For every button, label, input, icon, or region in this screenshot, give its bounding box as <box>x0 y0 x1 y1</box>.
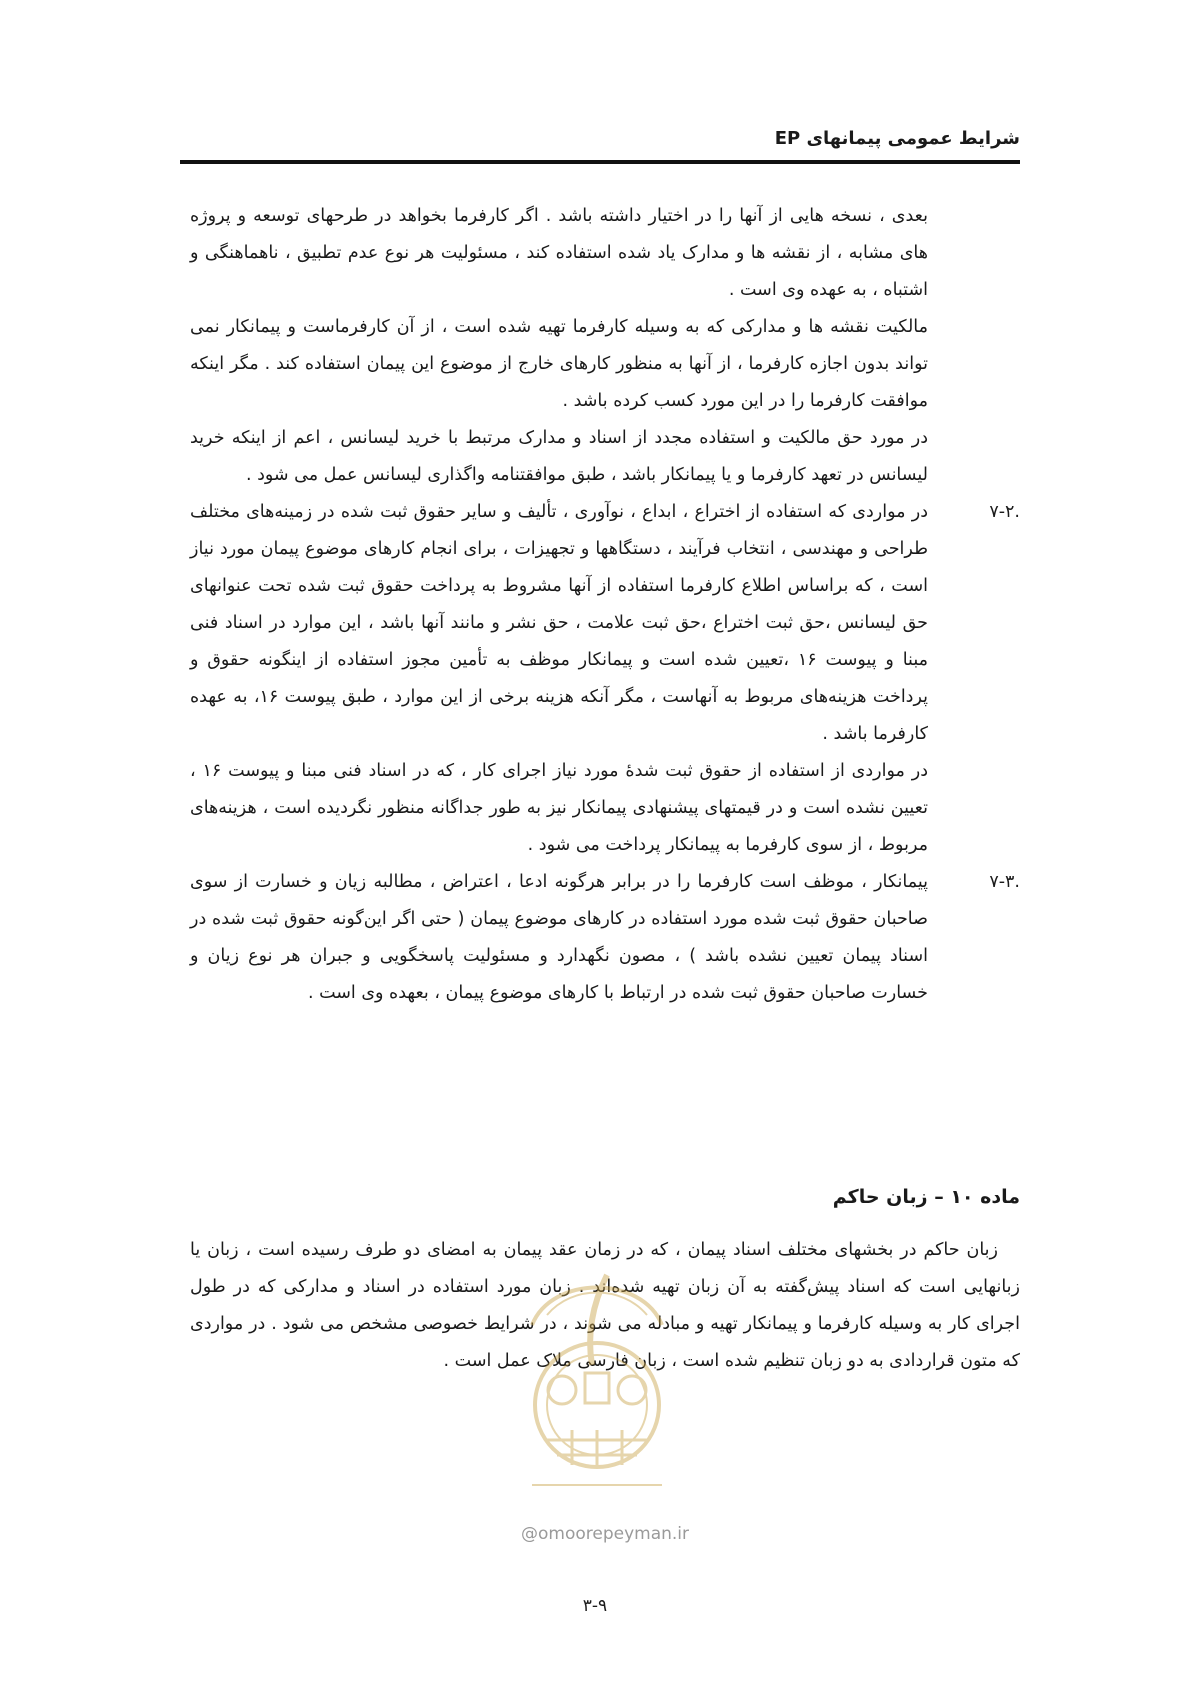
clause-7-2-text: در مواردی که استفاده از اختراع ، ابداع ، نوآوری ، تألیف و سایر حقوق ثبت شده در زمینه‌های مختلف طراحی و مهندسی ، انتخاب فرآیند ، دستگاهها و تجهیزات ، برای انجام کارهای موضوع پیمان مورد نیاز است ، که براساس اطلاع کارفرما استفاده از آنها مشروط به پرداخت حقوق ثبت شده تحت عنوانهای حق لیسانس ،حق ثبت اختراع ،حق ثبت علامت ، حق نشر و مانند آنها باشد ، این موارد در اسناد فنی مبنا و پیوست ۱۶ ،تعیین شده است و پیمانکار موظف به تأمین مجوز استفاده از اینگونه حقوق و پرداخت هزینه‌های مربوط به آنهاست ، مگر آنکه هزینه برخی از این موارد ، طبق پیوست ۱۶، به عهده کارفرما باشد . <box>190 502 929 744</box>
article-10-text: زبان حاکم در بخشهای مختلف اسناد پیمان ، که در زمان عقد پیمان به امضای دو طرف رسیده است ، زبان یا زبانهایی است که اسناد پیش‌گفته به آن زبان تهیه شده‌اند . زبان مورد استفاده در اسناد و مدارکی که در طول اجرای کار به وسیله کارفرما و پیمانکار تهیه و مبادله می شوند ، در شرایط خصوصی مشخص می شود . در مواردی که متون قراردادی به دو زبان تنظیم شده است ، زبان فارسی ملاک عمل است . <box>190 1240 1020 1371</box>
clause-7-3 <box>190 864 1020 1012</box>
clause-7-2-number: ۷-۲. <box>989 502 1020 522</box>
clause-7-2 <box>190 494 1020 864</box>
header-rule <box>180 160 1020 164</box>
paragraph-license: در مورد حق مالکیت و استفاده مجدد از اسناد و مدارک مرتبط با خرید لیسانس ، اعم از اینکه خرید لیسانس در تعهد کارفرما و یا پیمانکار باشد ، طبق موافقتنامه واگذاری لیسانس عمل می شود . <box>190 428 928 485</box>
article-10-title: ماده ۱۰ – زبان حاکم <box>832 1186 1020 1208</box>
clause-7-3-number: ۷-۳. <box>989 872 1020 892</box>
watermark-seal-icon <box>492 1255 702 1505</box>
continuation-block <box>190 198 928 494</box>
watermark-site-label: @omoorepeyman.ir <box>520 1524 690 1544</box>
page-number: ۳-۹ <box>582 1596 608 1616</box>
clause-7-2-continuation: در مواردی از استفاده از حقوق ثبت شدهٔ مورد نیاز اجرای کار ، که در اسناد فنی مبنا و پیوست ۱۶ ، تعیین نشده است و در قیمتهای پیشنهادی پیمانکار نیز به طور جداگانه منظور نگردیده است ، هزینه‌های مربوط ، از سوی کارفرما به پیمانکار پرداخت می شود . <box>190 761 928 855</box>
page-header-title: شرایط عمومی پیمانهای EP <box>774 128 1020 149</box>
paragraph-continuation: بعدی ، نسخه هایی از آنها را در اختیار داشته باشد . اگر کارفرما بخواهد در طرحهای توسعه و پروژه های مشابه ، از نقشه ها و مدارک یاد شده استفاده کند ، مسئولیت هر نوع عدم تطبیق ، ناهماهنگی و اشتباه ، به عهده وی است . <box>190 206 928 300</box>
clause-7-3-text: پیمانکار ، موظف است کارفرما را در برابر هرگونه ادعا ، اعتراض ، مطالبه زیان و خسارت از سوی صاحبان حقوق ثبت شده مورد استفاده در کارهای موضوع پیمان ( حتی اگر این‌گونه حقوق ثبت شده در اسناد پیمان تعیین نشده باشد ) ، مصون نگهدارد و مسئولیت پاسخگویی و جبران هر نوع زیان و خسارت صاحبان حقوق ثبت شده در ارتباط با کارهای موضوع پیمان ، بعهده وی است . <box>190 872 928 1003</box>
main-text <box>190 198 1020 1012</box>
paragraph-ownership: مالکیت نقشه ها و مدارکی که به وسیله کارفرما تهیه شده است ، از آن کارفرماست و پیمانکار نمی تواند بدون اجازه کارفرما ، از آنها به منظور کارهای خارج از موضوع این پیمان استفاده کند . مگر اینکه موافقت کارفرما را در این مورد کسب کرده باشد . <box>190 317 928 411</box>
